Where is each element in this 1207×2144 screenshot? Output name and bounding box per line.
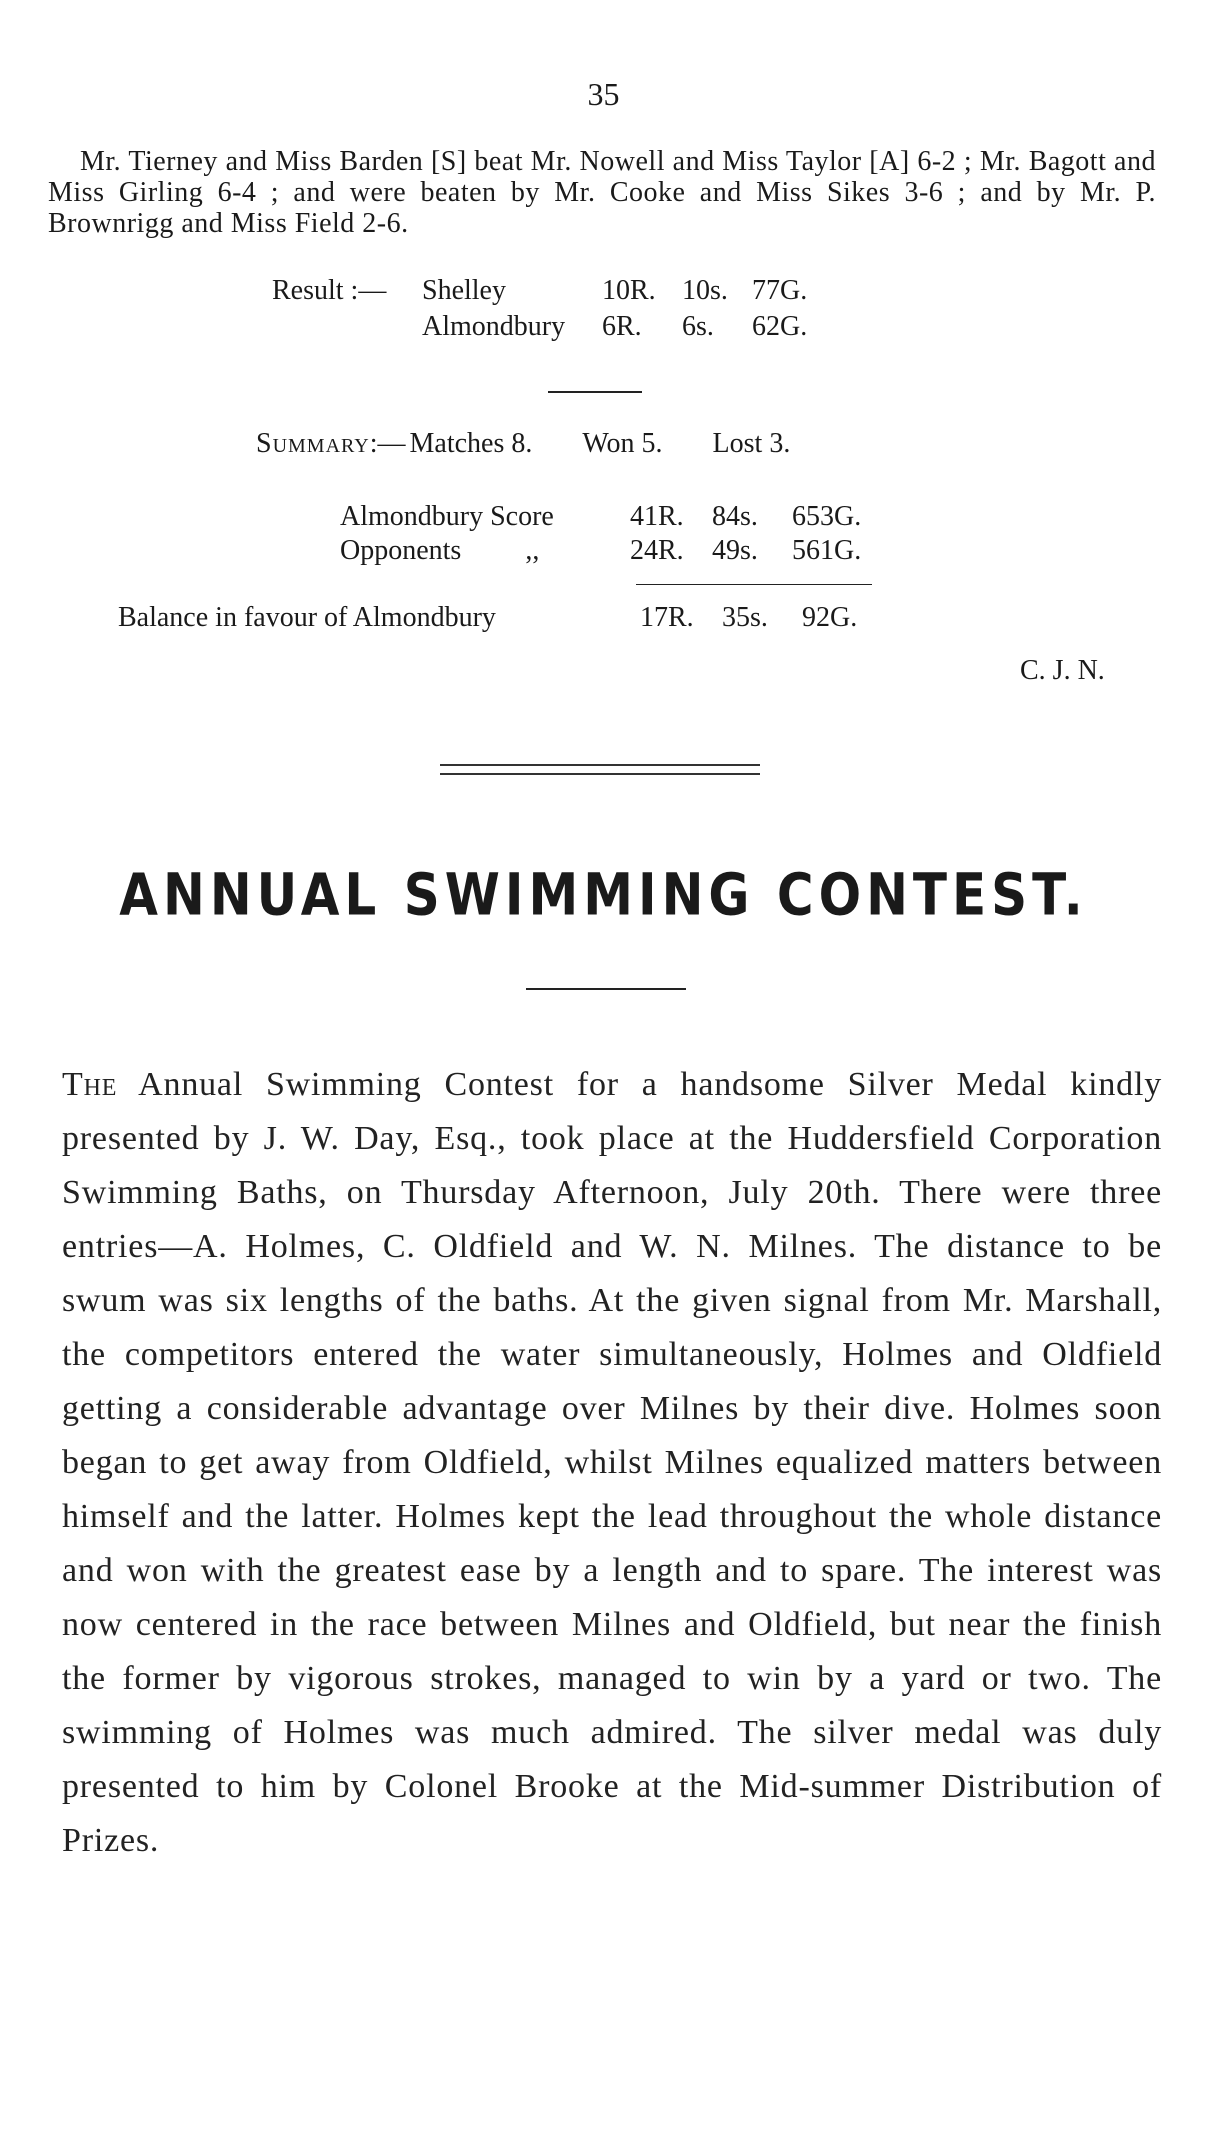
ditto-mark: ,, <box>525 535 540 566</box>
balance-rubbers: 17R. <box>640 602 694 633</box>
result-label: Result :— <box>272 275 387 306</box>
summary-lost: Lost 3. <box>712 428 791 459</box>
balance-label: Balance in favour of Almondbury <box>118 602 496 633</box>
section-divider <box>548 391 642 393</box>
score-label: Opponents <box>340 535 462 566</box>
author-initials: C. J. N. <box>1020 655 1105 686</box>
summary-separator: :— <box>369 428 406 459</box>
summary-matches: Matches 8. <box>409 428 533 459</box>
score-sets: 49s. <box>712 535 758 566</box>
match-report-paragraph: Mr. Tierney and Miss Barden [S] beat Mr. Nowell and Miss Taylor [A] 6-2 ; Mr. Bagott and Miss Girling 6-4 ; and were beaten by Mr. Cooke and Miss Sikes 3-6 ; and by Mr. P. Brownrigg and Miss Field 2-6. <box>48 146 1156 239</box>
total-rule <box>636 584 872 585</box>
result-rubbers: 6R. <box>602 311 642 342</box>
balance-sets: 35s. <box>722 602 768 633</box>
result-row-almondbury <box>272 309 822 345</box>
score-row-opponents <box>340 534 872 568</box>
summary-label: Summary <box>256 428 370 459</box>
result-games: 62G. <box>752 311 808 342</box>
result-team: Almondbury <box>422 311 566 342</box>
score-rubbers: 24R. <box>630 535 684 566</box>
result-team: Shelley <box>422 275 506 306</box>
result-row-shelley <box>272 273 822 309</box>
score-rubbers: 41R. <box>630 501 684 532</box>
result-block <box>272 273 822 345</box>
summary-won: Won 5. <box>582 428 663 459</box>
body-text: Annual Swimming Contest for a handsome Silver Medal kindly presented by J. W. Day, Esq., took place at the Huddersfield Corporation Swimming Baths, on Thursday Afternoon, July 20th. There were three entries—A. Holmes, C. Oldfield and W. N. Milnes. The distance to be swum was six lengths of the baths. At the given signal from Mr. Marshall, the competitors entered the water simultaneously, Holmes and Oldfield getting a considerable advantage over Milnes by their dive. Holmes soon began to get away from Oldfield, whilst Milnes equalized matters between himself and the latter. Holmes kept the lead throughout the whole distance and won with the greatest ease by a length and to spare. The interest was now centered in the race between Milnes and Oldfield, but near the finish the former by vigorous strokes, managed to win by a yard or two. The swimming of Holmes was much admired. The silver medal was duly presented to him by Colonel Brooke at the Mid-summer Distribution of Prizes. <box>62 1066 1162 1859</box>
result-rubbers: 10R. <box>602 275 656 306</box>
score-row-almondbury <box>340 500 872 534</box>
score-sets: 84s. <box>712 501 758 532</box>
balance-games: 92G. <box>802 602 858 633</box>
result-sets: 6s. <box>682 311 714 342</box>
score-games: 653G. <box>792 501 862 532</box>
score-label: Almondbury Score <box>340 501 554 532</box>
balance-line <box>118 602 882 634</box>
result-games: 77G. <box>752 275 808 306</box>
section-heading: ANNUAL SWIMMING CONTEST. <box>119 861 1088 929</box>
heading-underline-rule <box>526 988 686 990</box>
body-lead-word: The <box>62 1066 118 1103</box>
score-games: 561G. <box>792 535 862 566</box>
score-table <box>340 500 872 568</box>
result-sets: 10s. <box>682 275 728 306</box>
summary-line <box>256 428 790 460</box>
page-number: 35 <box>587 76 620 112</box>
double-rule-divider <box>440 764 760 775</box>
body-paragraph <box>62 1058 1162 1868</box>
